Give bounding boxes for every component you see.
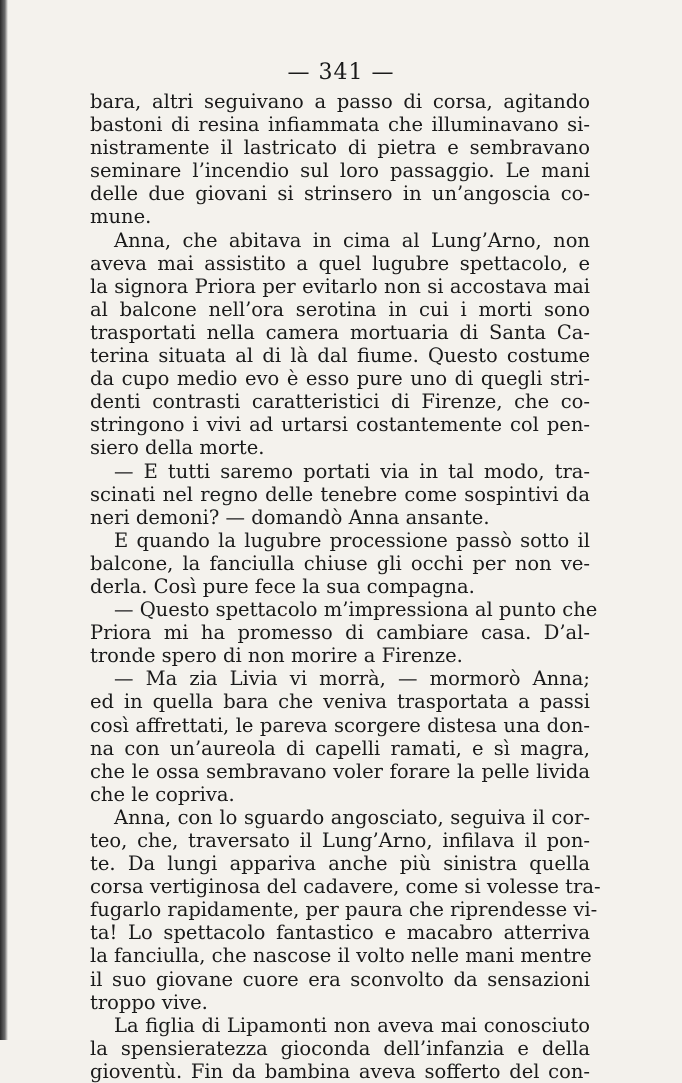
text-line: derla. Così pure fece la sua compagna. xyxy=(90,574,475,598)
binding-edge xyxy=(0,0,8,1040)
text-line: da cupo medio evo è esso pure uno di quegli stri- xyxy=(90,367,590,391)
page-number: — 341 — xyxy=(287,60,395,85)
text-line: ta! Lo spettacolo fantastico e macabro atterriva xyxy=(90,921,590,945)
text-line: Anna, con lo sguardo angosciato, seguiva il cor- xyxy=(114,805,590,829)
text-line: te. Da lungi appariva anche più sinistra quella xyxy=(90,852,590,876)
text-line: bara, altri seguivano a passo di corsa, agitando xyxy=(90,90,590,113)
text-line: terina situata al di là dal fiume. Questo costume xyxy=(90,344,590,368)
text-line: — Questo spettacolo m’impressiona al punto che xyxy=(114,598,598,622)
text-line: bastoni di resina infiammata che illuminavano si- xyxy=(90,113,590,137)
text-line: La figlia di Lipamonti non aveva mai conosciuto xyxy=(114,1013,590,1037)
text-line: neri demoni? — domandò Anna ansante. xyxy=(90,505,490,529)
text-line: — Ma zia Livia vi morrà, — mormorò Anna; xyxy=(114,667,590,691)
text-line: E quando la lugubre processione passò sotto il xyxy=(114,528,590,552)
text-line: troppo vive. xyxy=(90,990,208,1014)
text-line: la fanciulla, che nascose il volto nelle mani mentre xyxy=(90,944,592,968)
text-line: balcone, la fanciulla chiuse gli occhi per non ve- xyxy=(90,551,590,575)
text-line: Priora mi ha promesso di cambiare casa. D’al- xyxy=(90,621,590,645)
text-line: siero della morte. xyxy=(90,436,265,460)
text-line: che le ossa sembravano voler forare la pelle livida xyxy=(90,759,590,783)
text-line: stringono i vivi ad urtarsi costantemente col pen- xyxy=(90,413,590,437)
text-line: il suo giovane cuore era sconvolto da sensazioni xyxy=(90,967,590,991)
text-line: seminare l’incendio sul loro passaggio. Le mani xyxy=(90,159,590,183)
text-line: delle due giovani si strinsero in un’angoscia co- xyxy=(90,182,590,206)
text-line: che le copriva. xyxy=(90,782,235,806)
text-line: tronde spero di non morire a Firenze. xyxy=(90,644,463,668)
text-line: mune. xyxy=(90,205,152,229)
text-line: così affrettati, le pareva scorgere distesa una don- xyxy=(90,713,590,737)
text-line: denti contrasti caratteristici di Firenze, che co- xyxy=(90,390,590,414)
text-line: Anna, che abitava in cima al Lung’Arno, non xyxy=(114,228,590,252)
body-text xyxy=(90,90,601,1083)
text-line: teo, che, traversato il Lung’Arno, infilava il pon- xyxy=(90,829,590,852)
text-line: fugarlo rapidamente, per paura che riprendesse vi- xyxy=(90,898,598,922)
text-line: la spensieratezza gioconda dell’infanzia e della xyxy=(90,1036,590,1060)
text-line: al balcone nell’ora serotina in cui i morti sono xyxy=(90,297,590,321)
text-line: gioventù. Fin da bambina aveva sofferto del con- xyxy=(90,1059,590,1083)
text-line: la signora Priora per evitarlo non si accostava mai xyxy=(90,274,590,298)
text-line: aveva mai assistito a quel lugubre spettacolo, e xyxy=(90,251,590,275)
text-line: corsa vertiginosa del cadavere, come si volesse tra- xyxy=(90,875,601,899)
text-line: ed in quella bara che veniva trasportata a passi xyxy=(90,690,590,714)
text-line: — E tutti saremo portati via in tal modo, tra- xyxy=(114,459,590,483)
text-line: nistramente il lastricato di pietra e sembravano xyxy=(90,136,590,160)
text-line: scinati nel regno delle tenebre come sospintivi da xyxy=(90,482,590,506)
text-line: trasportati nella camera mortuaria di Santa Ca- xyxy=(90,320,590,344)
text-line: na con un’aureola di capelli ramati, e sì magra, xyxy=(90,736,590,760)
